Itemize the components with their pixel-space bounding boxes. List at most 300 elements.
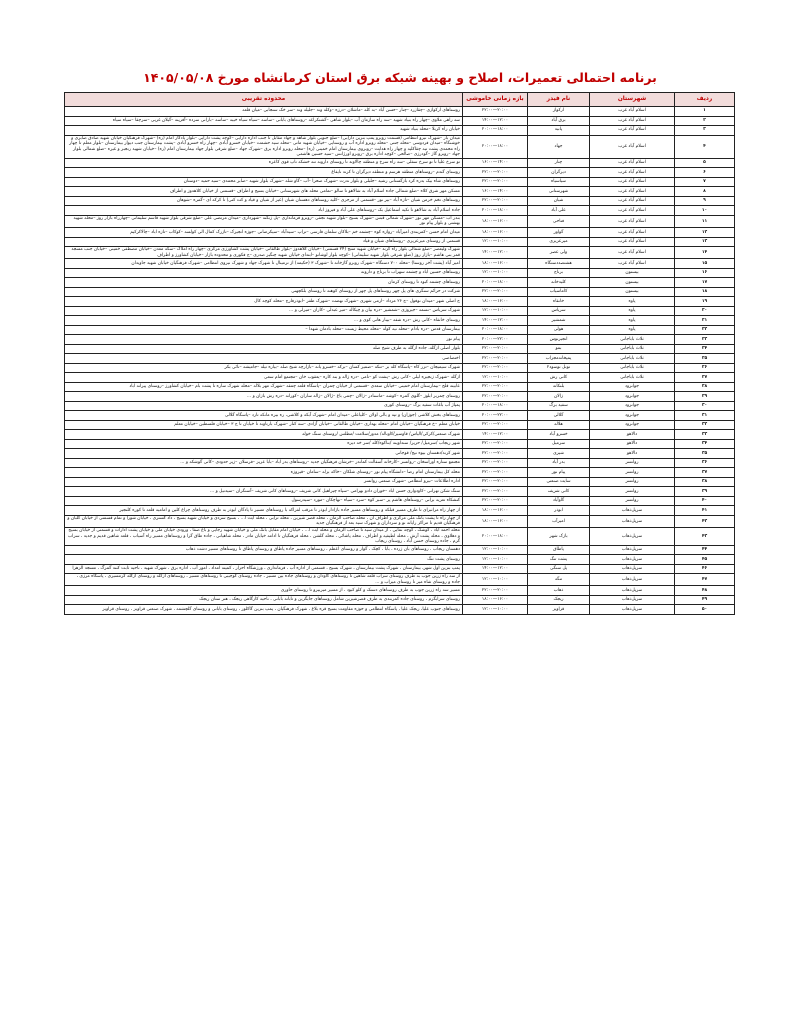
cell-row-number: ۴۹	[675, 595, 735, 605]
cell-area: پمپ بنزین اول شهر، بیمارستان ، شهرک پشت بیمارستان ، شهرک بسیج ، قسمتی از اداره آب ، فرمانداری ، ورزشگاه احرار ، کمیته امداد ، امور آب ، اداره برق ، شهرک شهید ، ناحیه ثابت کنند گمرگ ، مسجد الزهرا	[65, 564, 463, 574]
cell-feeder: چنار	[528, 158, 590, 168]
cell-city: بیستون	[590, 278, 675, 288]
table-row	[65, 392, 735, 402]
cell-city: دالاهو	[590, 430, 675, 440]
cell-area: عابیته قلج –بیمارستان امام خمینی –خیابان سعدی –قسمتی از خیابان چمران –پاسگاه قلعه چمقه –شهرک مهر بلاله –محله شهرک ساره تا پشت بام –خیابان کشاورز –روستای پیرانه اباد	[65, 382, 463, 392]
cell-area: شهرک سیمیجان –تزر کاه –پاسگاه کله بر –تنکه –ضمیر کسان –برکه –خسرو یانه –بازارچه شیخ صله –بیاره تیله –جامیشه –نائی بکر	[65, 363, 463, 373]
cell-city: اسلام آباد غرب	[590, 247, 675, 259]
cell-outage-time: ۱۰:۰۰—۱۲:۰۰	[463, 574, 528, 586]
cell-row-number: ۳۴	[675, 439, 735, 449]
cell-row-number: ۳۸	[675, 477, 735, 487]
cell-feeder: شمشیر	[528, 316, 590, 326]
cell-outage-time: ۲۰:۰۰—۲۲:۰۰	[463, 344, 528, 354]
cell-feeder: گاوآباد	[528, 496, 590, 506]
cell-outage-time: ۲۲:۰۰—۲۰:۰۰	[463, 411, 528, 421]
cell-outage-time: ۱۸:۰۰—۲۰:۰۰	[463, 278, 528, 288]
cell-row-number: ۱۴	[675, 247, 735, 259]
cell-feeder: سریاس	[528, 306, 590, 316]
cell-area: از چهار راه تا پشت بانک ملی مرکزی و اطراف آن ، محله صاحب الزمان ، محله قصر شیرین ، محله ترابی ، محله آیت ا… ، بسیج سردی و خیابان شهید بسیج ، داد گستری ، خیابان شورا و تمام قسمتی از خیابان گلبان و فرهنگیان قدیم تا مراکز رایانه نو و سرداران و شهرک سید بعد از فرهنگیان جدید	[65, 515, 463, 527]
outage-schedule-table	[64, 92, 735, 615]
cell-area: مسیر سه راه زرین جوب به طرف روستاهای دستک و کلو کبود ، از مسیر میربیرو تا روستای حاوری	[65, 586, 463, 596]
cell-row-number: ۴۷	[675, 574, 735, 586]
table-row	[65, 344, 735, 354]
cell-outage-time: ۲۰:۰۰—۲۲:۰۰	[463, 196, 528, 206]
cell-row-number: ۱۷	[675, 278, 735, 288]
cell-outage-time: ۲۰:۰۰—۲۲:۰۰	[463, 458, 528, 468]
table-row	[65, 287, 735, 297]
table-row	[65, 325, 735, 335]
table-row	[65, 496, 735, 506]
cell-city: سرپل‌ذهاب	[590, 564, 675, 574]
table-row	[65, 206, 735, 216]
cell-outage-time: ۱۶:۰۰—۱۸:۰۰	[463, 595, 528, 605]
table-row	[65, 168, 735, 178]
cell-city: اسلام آباد غرب	[590, 259, 675, 269]
cell-feeder: کانی شریف	[528, 487, 590, 497]
cell-outage-time: ۱۰:۰۰—۱۲:۰۰	[463, 268, 528, 278]
table-row	[65, 247, 735, 259]
cell-feeder: سرمیل	[528, 439, 590, 449]
table-row	[65, 430, 735, 440]
table-row	[65, 196, 735, 206]
cell-feeder: پشت تنگ	[528, 555, 590, 565]
header-feeder: نام فیدر	[528, 93, 590, 107]
cell-feeder: کاماسیاب	[528, 287, 590, 297]
cell-feeder: خسرو آباد	[528, 430, 590, 440]
cell-row-number: ۱۸	[675, 287, 735, 297]
table-row	[65, 177, 735, 187]
table-row	[65, 506, 735, 516]
cell-feeder: پانید	[528, 126, 590, 136]
table-row	[65, 458, 735, 468]
cell-city: روانسر	[590, 477, 675, 487]
table-row	[65, 228, 735, 238]
cell-area: بندر اب –مسکن مهر نور –شهرک شمالی قبس –شهرک بسیج –بلوار شهید نجفی –روبرو فرمانداری –پل زنگنه –شهرداری –میدان مرتضی علی –ضلع شرقی بلوار شهید قاسم سلیمانی –چهارراه بازار روز –محله شهید بهشتی و بلوار پیام نور	[65, 215, 463, 227]
cell-area: محله احمد آباد ، کوشک ، کوچه نمایی ، از میدان سید تا صاحب الزمان و محله آیت ا… ، خیابان امام مقابل بانک ملی و خیابان شهید رجایی و باغ صفا ، ورودی خیابان ملی و خیابان پشت ادارات و قسمتی از خیابان بسیج و دهلاوی ، محله پشت آرش ، محله لطیفیه و اطراف ، محله پاشائی ، محله گلشن ، محله فرهنگیان تا ادامه خیابان مادر ، محله شاهیانی ، جاده طاق گرا و روستاهای مسیر راه آسیاب ، قلعه شاهین قدیم و جدید ، سراب گرم ، جاده روستای حسن آباد ، روستای ریجاب	[65, 527, 463, 545]
cell-outage-time: ۱۸:۰۰—۲۰:۰۰	[463, 135, 528, 158]
cell-city: روانسر	[590, 458, 675, 468]
cell-city: سرپل‌ذهاب	[590, 545, 675, 555]
table-row	[65, 605, 735, 615]
cell-row-number: ۱۵	[675, 259, 735, 269]
document-title: برنامه احتمالی تعمیرات، اصلاح و بهینه شبکه برق استان کرمانشاه مورخ ۱۴۰۵/۰۵/۰۸	[143, 70, 657, 85]
cell-area: شهر ریجاب /سرمیل/ حریر/ سنداوینه /بناکوه/کله /سر خه دیزه	[65, 439, 463, 449]
cell-row-number: ۶	[675, 168, 735, 178]
cell-outage-time: ۲۰:۰۰—۲۲:۰۰	[463, 287, 528, 297]
cell-area: روستاهای چشمه کبود تا روستای کرمان	[65, 278, 463, 288]
cell-area: روستای چمربر ابلوز –گلوی گمره –کوشه –ماسنادر –زالان –چمی باغ –ژالان –زاله ساران –کورانه –دره رش بازان و …	[65, 392, 463, 402]
cell-area: میدان امام حسن –کمربندی امیرآباد –روازه کوه –چشمه خم –بلاکان سلمان فارسی –تراپ –سیدآباد –سیکرضانی –جوزه انجیرک –تازرک کمال الی کولسه –کوکاب –تازه اباد –چالاکرکیم	[65, 228, 463, 238]
table-row	[65, 527, 735, 545]
cell-row-number: ۷	[675, 177, 735, 187]
cell-feeder: تنگه	[528, 574, 590, 586]
cell-row-number: ۲۹	[675, 392, 735, 402]
cell-city: اسلام آباد غرب	[590, 107, 675, 117]
table-row	[65, 401, 735, 411]
table-row	[65, 268, 735, 278]
cell-feeder: ذهاب	[528, 586, 590, 596]
cell-area: سنگ شکن تهرانی –کاودواری حسن اباد –خوران دادو بهرامی –سپاه چیراهیل کانی شریف –روستاهای کانی شریف –آسنگران –سیدنیل و …	[65, 487, 463, 497]
cell-row-number: ۱۶	[675, 268, 735, 278]
table-row	[65, 335, 735, 345]
cell-city: اسلام آباد غرب	[590, 177, 675, 187]
cell-area: از چهار راه مراثبرای تا طرف مسیر قبلکه و روستاهای مسیر جاده بازادار ابوذر تا مرقب لفراکه با روستاهای مسیر تا پادگان ابوذر به طرف روستاهای چراغ کلین و امامیه قلعه تا کوره کلنجیر	[65, 506, 463, 516]
cell-row-number: ۳۳	[675, 430, 735, 440]
cell-row-number: ۴۱	[675, 506, 735, 516]
table-row	[65, 555, 735, 565]
cell-area: جاده اسلام آباد به شالاهو تا تکیه اسماعیل بک –روستاهای علی آباد و فیروز اباد	[65, 206, 463, 216]
table-row	[65, 116, 735, 126]
cell-city: سرپل‌ذهاب	[590, 574, 675, 586]
cell-row-number: ۱	[675, 107, 735, 117]
cell-outage-time: ۲۰:۰۰—۲۲:۰۰	[463, 487, 528, 497]
cell-feeder: شهرستانی	[528, 187, 590, 197]
cell-outage-time: ۱۶:۰۰—۱۸:۰۰	[463, 228, 528, 238]
cell-outage-time: ۲۰:۰۰—۲۲:۰۰	[463, 392, 528, 402]
cell-row-number: ۴۴	[675, 545, 735, 555]
table-row	[65, 574, 735, 586]
cell-row-number: ۱۹	[675, 297, 735, 307]
table-row	[65, 354, 735, 364]
cell-row-number: ۴۳	[675, 527, 735, 545]
cell-outage-time: ۱۲:۰۰—۱۴:۰۰	[463, 116, 528, 126]
table-row	[65, 363, 735, 373]
cell-area: خیابان معلم –خ فرهنگیان –خیابان امام –محله بهداری –خیابان طالقانی –خیابان آزادی –سه کنار –شهرک بارتاوند تا خیابان تا ج ۳ –خیابان فلسطین –خیابان معلم	[65, 420, 463, 430]
cell-area: روستای سرابگرم ، روستای جاده کمربندی به طرف قصرشیرین شامل روستاهای جایگزین و تابانه بابانی ، ناحیه کارگاهی ریجک ، هنر ستان ریجک	[65, 595, 463, 605]
cell-area: شهرک سرباس –نسمه –جیروزی –شمشیر –دره بیان و چیکاله –میر عبدلی –کاران –میرلی و …	[65, 306, 463, 316]
table-row	[65, 515, 735, 527]
cell-area: روستاهای شاه بیک بدره کرد بازگستانی رشید –جلبلی و بلوار ندرت –شهرک صحرا –آب –گاو شله –شهرک بلوار شهید –صابر محمدی –سید حمید –دوستان	[65, 177, 463, 187]
table-row	[65, 278, 735, 288]
cell-feeder: هشتصددستگاه	[528, 259, 590, 269]
cell-row-number: ۳۱	[675, 411, 735, 421]
cell-outage-time: ۱۲:۰۰—۱۴:۰۰	[463, 247, 528, 259]
cell-outage-time: ۱۸:۰۰—۲۰:۰۰	[463, 401, 528, 411]
cell-area: روستاهای ارکوازی –چقازرد –چنار –حسن آباد –به کله –ماشلان –درزه –وکله وند –جلیله وند –سر خک سنجابی –میان قلعه	[65, 107, 463, 117]
cell-city: سرپل‌ذهاب	[590, 555, 675, 565]
table-row	[65, 297, 735, 307]
cell-feeder: ولی عصر	[528, 247, 590, 259]
cell-feeder: سفید برگ	[528, 401, 590, 411]
cell-feeder: شیری	[528, 449, 590, 459]
cell-city: ثلاث باباجانی	[590, 354, 675, 364]
cell-feeder: برناج	[528, 268, 590, 278]
cell-area: پمپاژ آب باغات سفید برگ –روستای کوری	[65, 401, 463, 411]
cell-row-number: ۲۳	[675, 335, 735, 345]
cell-city: جوانرود	[590, 420, 675, 430]
cell-feeder: جهاد	[528, 135, 590, 158]
cell-row-number: ۳۵	[675, 449, 735, 459]
table-row	[65, 545, 735, 555]
cell-city: ثلاث باباجانی	[590, 363, 675, 373]
cell-outage-time: ۱۸:۰۰—۲۰:۰۰	[463, 527, 528, 545]
cell-city: جوانرود	[590, 392, 675, 402]
cell-feeder: دیرگران	[528, 168, 590, 178]
table-row	[65, 477, 735, 487]
cell-area: روستاهای جنوب علیا، ریجک علیا ، پاسگاه انتظامی و حوزه مقاومت بسیج قره بلاغ ، شهرک فرهنگیان ، پمپ بنزین گاکلور ، روستای بابانی و روستای گلچشمه ، شهرک صنعتی قراویز ، روستای قراویز	[65, 605, 463, 615]
cell-city: سرپل‌ذهاب	[590, 605, 675, 615]
cell-city: اسلام آباد غرب	[590, 126, 675, 136]
table-row	[65, 411, 735, 421]
cell-outage-time: ۲۰:۰۰—۲۲:۰۰	[463, 449, 528, 459]
cell-feeder: کانی رش	[528, 373, 590, 383]
table-row	[65, 237, 735, 247]
cell-feeder: میرعزیزی	[528, 237, 590, 247]
cell-city: اسلام آباد غرب	[590, 135, 675, 158]
cell-outage-time: ۱۶:۰۰—۱۸:۰۰	[463, 515, 528, 527]
cell-city: روانسر	[590, 468, 675, 478]
table-header-row	[65, 93, 735, 107]
cell-row-number: ۴۶	[675, 564, 735, 574]
cell-feeder: بازک شهر	[528, 527, 590, 545]
cell-outage-time: ۲۰:۰۰—۲۲:۰۰	[463, 168, 528, 178]
cell-row-number: ۳۲	[675, 420, 735, 430]
cell-outage-time: ۲۲:۰۰—۲۰:۰۰	[463, 335, 528, 345]
cell-area: قسمتی از روستای میرعزیزی –روستاهای شیان و قیاد	[65, 237, 463, 247]
cell-area: پیام نور	[65, 335, 463, 345]
table-row	[65, 316, 735, 326]
cell-outage-time: ۱۴:۰۰—۱۶:۰۰	[463, 187, 528, 197]
cell-area: روستای پشت تنگ	[65, 555, 463, 565]
cell-area: روستای گندم –روستاهای منطقه هرسم و منطقه دیرگران تا کرند نایفاغ	[65, 168, 463, 178]
cell-city: ثلاث باباجانی	[590, 344, 675, 354]
cell-area: دهستان ریجاب ، روستاهای بان زرده ، بابا ، کچک ، گوار و روستای اعظم ، روستاهای مسیر جاده پاطاق و روستای پاطاق تا روستاهای مسیر دشت ذهاب	[65, 545, 463, 555]
table-row	[65, 586, 735, 596]
cell-outage-time: ۲۰:۰۰—۲۲:۰۰	[463, 496, 528, 506]
cell-row-number: ۱۰	[675, 206, 735, 216]
cell-feeder: انجیرنوس	[528, 335, 590, 345]
table-row	[65, 487, 735, 497]
table-row	[65, 158, 735, 168]
cell-outage-time: ۱۲:۰۰—۱۴:۰۰	[463, 430, 528, 440]
cell-feeder: بلنکانه	[528, 382, 590, 392]
cell-row-number: ۳۹	[675, 487, 735, 497]
table-row	[65, 306, 735, 316]
cell-outage-time: ۱۲:۰۰—۱۴:۰۰	[463, 564, 528, 574]
cell-outage-time: ۱۰:۰۰—۱۲:۰۰	[463, 306, 528, 316]
cell-area: ازگله –شهرک زنجیره لیلی –کانی رش –پشت کو –نامی –دره زاله و بنه کاره –یعقوب خان –مجتمع امام سعی	[65, 373, 463, 383]
outage-table-wrapper	[64, 92, 734, 615]
cell-feeder: پمپخانه‌مجراب	[528, 354, 590, 364]
cell-area: محله کل بیمارستان امام رضا –دانشگاه پیام نور –روستای شلکان –خاکه بزله –سامان –قیروزه	[65, 468, 463, 478]
cell-outage-time: ۱۰:۰۰—۱۲:۰۰	[463, 555, 528, 565]
cell-city: اسلام آباد غرب	[590, 158, 675, 168]
cell-area: روستاهای بخش کلاشی (جوزان) و تپه و بالی اولان –کلیاعلی –میدان امام –شهرک آبکه و کلاشی، ره بیره مانکه تارد –پاسگاه گلالی	[65, 411, 463, 421]
cell-row-number: ۸	[675, 187, 735, 197]
cell-row-number: ۹	[675, 196, 735, 206]
cell-row-number: ۱۲	[675, 228, 735, 238]
cell-row-number: ۱۱	[675, 215, 735, 227]
cell-city: سرپل‌ذهاب	[590, 527, 675, 545]
cell-outage-time: ۲۰:۰۰—۲۲:۰۰	[463, 439, 528, 449]
cell-city: بیستون	[590, 287, 675, 297]
cell-feeder: هولی	[528, 325, 590, 335]
cell-city: پاوه	[590, 306, 675, 316]
table-row	[65, 215, 735, 227]
cell-row-number: ۴۸	[675, 586, 735, 596]
cell-feeder: کلیدخانه	[528, 278, 590, 288]
cell-area: شهر کرند/دهستان بیوه نیج/ قوجانی	[65, 449, 463, 459]
cell-area: روستاهای حسین اباد و چشمه سهراب تا برناج و دارونه	[65, 268, 463, 278]
cell-outage-time: ۲۰:۰۰—۲۲:۰۰	[463, 363, 528, 373]
cell-area: اختصاصی	[65, 354, 463, 364]
cell-feeder: ابوذر	[528, 506, 590, 516]
cell-feeder: قراویز	[528, 605, 590, 615]
cell-area: تو سرخ علیا تا تو سرخ سفلی –سه راه سرخ و منطقه چالاوند تا روستای دارونه تنه خشکه تاپ قوی کاعره	[65, 158, 463, 168]
cell-outage-time: ۲۰:۰۰—۲۲:۰۰	[463, 177, 528, 187]
cell-outage-time: ۱۰:۰۰—۱۲:۰۰	[463, 545, 528, 555]
cell-outage-time: ۱۰:۰۰—۱۲:۰۰	[463, 373, 528, 383]
cell-outage-time: ۱۶:۰۰—۱۸:۰۰	[463, 506, 528, 516]
table-row	[65, 107, 735, 117]
cell-feeder: علی آباد	[528, 206, 590, 216]
cell-outage-time: ۱۰:۰۰—۱۲:۰۰	[463, 237, 528, 247]
cell-feeder: ارکواز	[528, 107, 590, 117]
cell-feeder: پیام نور	[528, 468, 590, 478]
cell-city: جوانرود	[590, 411, 675, 421]
table-row	[65, 126, 735, 136]
table-row	[65, 595, 735, 605]
cell-row-number: ۳۷	[675, 468, 735, 478]
cell-area: بلوار اصلی ازگله، جاده ازگله به طرف شیخ صله	[65, 344, 463, 354]
cell-row-number: ۳	[675, 126, 735, 136]
cell-row-number: ۳۰	[675, 401, 735, 411]
cell-area: اداره اطلاعات –نیرو انتظامی –شهرک صنعتی روانسر	[65, 477, 463, 487]
cell-row-number: ۲۸	[675, 382, 735, 392]
cell-row-number: ۲۵	[675, 354, 735, 364]
cell-row-number: ۴	[675, 135, 735, 158]
cell-outage-time: ۱۸:۰۰—۲۰:۰۰	[463, 206, 528, 216]
cell-city: پاوه	[590, 297, 675, 307]
cell-row-number: ۲۱	[675, 316, 735, 326]
cell-area: مجتمع ستاره اوراسخان –روانسر –کارخانه آسفالت کماندر –خرشان فرهنگیان جدید –روستاهای بدر اباد –بابا عزیز –فرسلان –زیر حدودی –کانی گوشکه و ...	[65, 458, 463, 468]
table-body	[65, 107, 735, 615]
cell-city: سرپل‌ذهاب	[590, 586, 675, 596]
cell-feeder: تونل نوسود۲	[528, 363, 590, 373]
cell-feeder: فتاحی	[528, 215, 590, 227]
cell-city: اسلام آباد غرب	[590, 215, 675, 227]
cell-outage-time: ۲۰:۰۰—۲۲:۰۰	[463, 354, 528, 364]
cell-outage-time: ۲۰:۰۰—۲۲:۰۰	[463, 586, 528, 596]
cell-feeder: امیرآب	[528, 515, 590, 527]
cell-outage-time: ۱۶:۰۰—۱۸:۰۰	[463, 297, 528, 307]
cell-area: مسکن مهر شرق کلاه –ضلع شمالی جاده اسلام آباد به شالاهو تا سالو –تمامی محله های شهرستانی –خیابان بسیج و اطراف –قسمتی از خیابان کلاهدوز و اطراف	[65, 187, 463, 197]
cell-area: ج اصلی شهر –میدان نوفول –ج ۲۶ مرداد –ارمی شهری –شهرک نهضت –شهرک ظفر –ابوذرفارج –محله کوچه کال	[65, 297, 463, 307]
cell-outage-time: ۱۲:۰۰—۱۴:۰۰	[463, 316, 528, 326]
cell-city: اسلام آباد غرب	[590, 196, 675, 206]
cell-outage-time: ۱۴:۰۰—۱۶:۰۰	[463, 158, 528, 168]
cell-row-number: ۳۶	[675, 458, 735, 468]
cell-feeder: بمو	[528, 344, 590, 354]
cell-row-number: ۲۲	[675, 325, 735, 335]
cell-area: امیر آباد (پشت آخر روستا) –محله ۷۰۰ دستگاه –شهرک روبرو گازخانه تا –شهرک ۳ (حکیمه) از ترمینال تا شهرک جهاد و شهرک نیروی انتظامی –شهرک فرهنگیان خیابان شهید جاویدان	[65, 259, 463, 269]
cell-area: شرکت در حرائم سنگری های پل چهر روستاهای پل چهر از روستای کوهنه تا روستای بلکچهنی	[65, 287, 463, 297]
cell-row-number: ۴۵	[675, 555, 735, 565]
cell-outage-time: ۱۰:۰۰—۱۲:۰۰	[463, 605, 528, 615]
cell-city: دالاهو	[590, 439, 675, 449]
cell-feeder: سیاسیاه	[528, 177, 590, 187]
cell-feeder: خانقاه	[528, 297, 590, 307]
cell-city: اسلام آباد غرب	[590, 237, 675, 247]
cell-area: خیابان راه کربلا –محله بنیاد شهید	[65, 126, 463, 136]
cell-city: جوانرود	[590, 382, 675, 392]
cell-row-number: ۲۷	[675, 373, 735, 383]
cell-city: پاوه	[590, 316, 675, 326]
cell-city: پاوه	[590, 325, 675, 335]
cell-city: روانسر	[590, 487, 675, 497]
cell-city: سرپل‌ذهاب	[590, 595, 675, 605]
cell-area: میدان بار –شهرک نیرو انتظامی (قسمت روبرو پمپ بنزین دارایی) –ضلع جنوبی بلوار شاهد و جهاد مقابل تا جنب اداره دارایی –کوچه پشت دارایی –بلوار یادگار امام (ره) –شهرک فرهنگیان خیابان شهید صادق صابری و خوشنگاه –میدان فردوسی –محله جنتی –محله روبرو اداره آب و روستایی –خیابان شهید ماتی –محله سید حشمت –خیابان خسرو آبادی –چهار راه خسرو آبادی –پشت بیمارستان جنب دیوار بیمارستان –بلوار معلم تا چهار راه محمدی پشت تیه چقاکلیه و چهار راه هدایت –روبروی بیمارستان امام خمینی (ره) –محله روبرو اداره برق –شهرک جهاد –ضلع شرقی بلوار جهاد بیمارستان امام (ره) –خیابان شهید رنجبر و غیره –ضلع شمالی بلوار جهاد –روبرو گاز –گودرزی –صالحی –کوچه اداره برق –روبرو اورژانس –سید حسین هاشمی	[65, 135, 463, 158]
cell-outage-time: ۲۰:۰۰—۲۲:۰۰	[463, 420, 528, 430]
cell-city: اسلام آباد غرب	[590, 206, 675, 216]
table-row	[65, 439, 735, 449]
cell-feeder: پل سنگی	[528, 564, 590, 574]
cell-row-number: ۲۰	[675, 306, 735, 316]
cell-city: اسلام آباد غرب	[590, 168, 675, 178]
table-row	[65, 135, 735, 158]
cell-row-number: ۵	[675, 158, 735, 168]
cell-feeder: سایت صنعتی	[528, 477, 590, 487]
cell-city: بیستون	[590, 268, 675, 278]
table-row	[65, 564, 735, 574]
cell-row-number: ۲	[675, 116, 735, 126]
cell-city: دالاهو	[590, 449, 675, 459]
header-outage-time: بازه زمانی خاموشی	[463, 93, 528, 107]
cell-feeder: گلالی	[528, 411, 590, 421]
cell-outage-time: ۲۰:۰۰—۲۲:۰۰	[463, 107, 528, 117]
cell-area: شهرک ولیعصر –ضلع شمالی بلوار راه کرند –خیابان شهید منتج (۲۴ قسمتی) –خیابان کلاهدوز –بلوار طالقانی –خیابان پشت کشاورزی مرکزی –چهار راه املاک –سکه معدن –خیابان مصطفی خمینی –خیابان جنب مسجد قمر بنی هاشم –بازار روز (ضلع شرقی بلوار شهید سلیمانی) –کوچه بلوار لوشانو –ابتدای خیابان شهید چنگیز صدری –ج فکوری و محدوده بازار –خیابان کشاورز و اطراف	[65, 247, 463, 259]
cell-outage-time: ۲۰:۰۰—۲۲:۰۰	[463, 468, 528, 478]
cell-city: اسلام آباد غرب	[590, 187, 675, 197]
cell-outage-time: ۱۶:۰۰—۱۸:۰۰	[463, 215, 528, 227]
cell-city: سرپل‌ذهاب	[590, 506, 675, 516]
cell-area: کنشکاه تعزیه برانی –روستاهای هاشم پر –سبز کوه –سرد –سیاه –نهاچکان –مورد –سیدرسول	[65, 496, 463, 506]
cell-feeder: شیان	[528, 196, 590, 206]
cell-area: شهرک صنعتی/کرکی/الیاس/ قاوسیر/کاوناله/ مدور/سلامت /مطلس /روستای سنگ خوله	[65, 430, 463, 440]
cell-feeder: ریجک	[528, 595, 590, 605]
table-row	[65, 468, 735, 478]
cell-area: روستاهای تخم خرمن شیان –تازه آباد –بیر نور –قسمتی از مرجزی –کلیه روستاهای دهستان شیان (غیر از شیان و قیاد و کت کتی) تا کرکه ای –گمره –شوهان	[65, 196, 463, 206]
cell-city: اسلام آباد غرب	[590, 228, 675, 238]
cell-city: جوانرود	[590, 401, 675, 411]
cell-outage-time: ۲۰:۰۰—۲۲:۰۰	[463, 382, 528, 392]
cell-city: روانسر	[590, 496, 675, 506]
table-row	[65, 187, 735, 197]
cell-area: سه راهی ملاوی –چهار راه بنیاد شهید –سه راه سازمان آب –بلوار شاهی –گشتکراغه –روستاهای بابانی –ساسه –سیاه سیاه خیبه –ساسه –بارانی سرده –آفرینه –گیلان غربی –سرچقا –سیاه سیاه	[65, 116, 463, 126]
cell-outage-time: ۱۸:۰۰—۲۰:۰۰	[463, 126, 528, 136]
cell-city: سرپل‌ذهاب	[590, 515, 675, 527]
cell-area: بیمارستان قدس –دره بادام –محله نیه کوله –محله محیط زیست –محله بادمان شهدا –	[65, 325, 463, 335]
cell-feeder: هلاله	[528, 420, 590, 430]
cell-area: روستای خانقاه –کانی رش –دره شفه –بیبار هانی کوی و …	[65, 316, 463, 326]
cell-row-number: ۵۰	[675, 605, 735, 615]
cell-row-number: ۴۰	[675, 496, 735, 506]
cell-row-number: ۲۶	[675, 363, 735, 373]
cell-city: ثلاث باباجانی	[590, 373, 675, 383]
table-row	[65, 420, 735, 430]
header-row-number: ردیف	[675, 93, 735, 107]
header-city: شهرستان	[590, 93, 675, 107]
cell-feeder: بدر آباد	[528, 458, 590, 468]
table-row	[65, 449, 735, 459]
table-row	[65, 259, 735, 269]
cell-outage-time: ۲۰:۰۰—۲۲:۰۰	[463, 477, 528, 487]
cell-row-number: ۱۳	[675, 237, 735, 247]
table-row	[65, 373, 735, 383]
cell-feeder: زالان	[528, 392, 590, 402]
cell-feeder: برق آباد	[528, 116, 590, 126]
cell-outage-time: ۱۶:۰۰—۱۸:۰۰	[463, 259, 528, 269]
